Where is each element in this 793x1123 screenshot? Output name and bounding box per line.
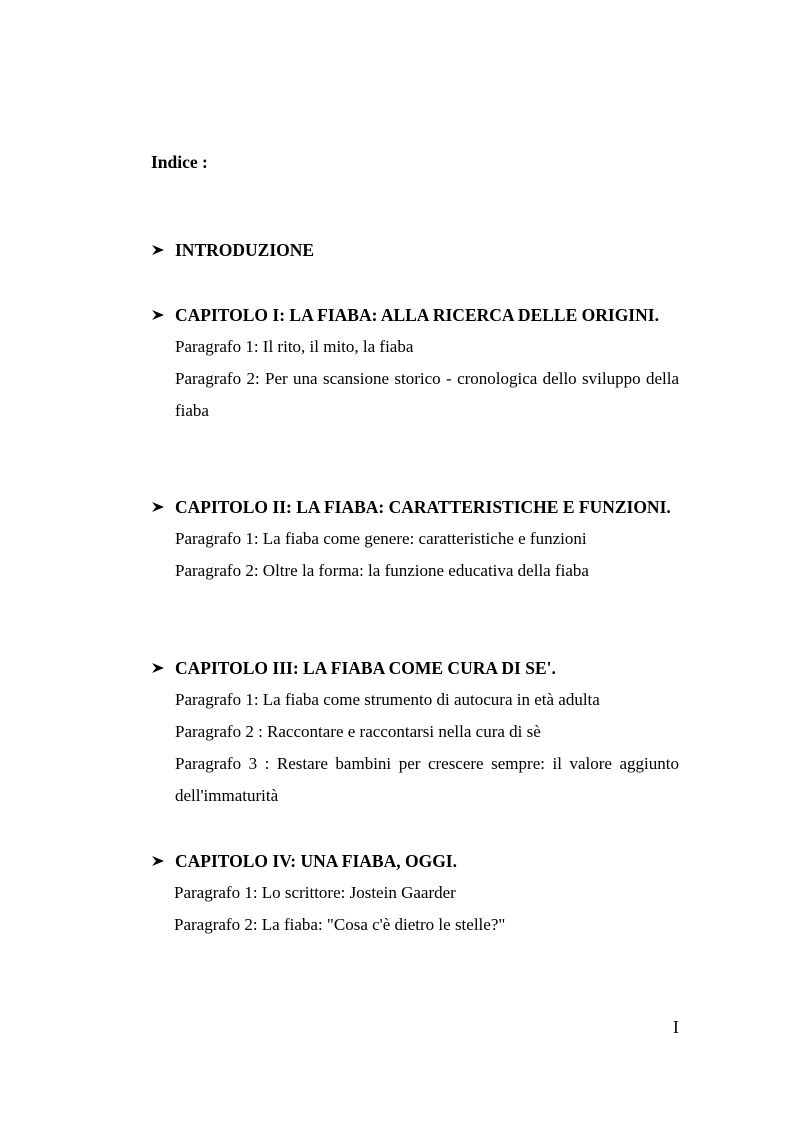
toc-entry-introduzione — [151, 234, 679, 266]
page-number: I — [673, 1017, 679, 1037]
chapter-heading — [151, 845, 679, 877]
chapter-heading — [151, 299, 679, 331]
section-item: Paragrafo 2: Oltre la forma: la funzione educativa della fiaba — [175, 561, 589, 580]
page-title: Indice : — [151, 152, 208, 172]
chapter-heading — [151, 652, 679, 684]
section-item: Paragrafo 1: La fiaba come strumento di autocura in età adulta — [175, 690, 600, 709]
section-list — [151, 331, 679, 427]
section-list — [151, 523, 679, 587]
chapter-heading — [151, 491, 679, 523]
toc-entry-capitolo-1 — [151, 299, 679, 427]
section-item: Paragrafo 2 : Raccontare e raccontarsi nella cura di sè — [175, 722, 541, 741]
section-item: Paragrafo 3 : Restare bambini per crescere sempre: il valore aggiunto dell'immaturità — [175, 754, 679, 805]
section-item: Paragrafo 1: La fiaba come genere: caratteristiche e funzioni — [175, 529, 587, 548]
chapter-title: CAPITOLO II: LA FIABA: CARATTERISTICHE E FUNZIONI. — [175, 497, 671, 517]
arrow-bullet-icon — [151, 855, 165, 867]
chapter-title: CAPITOLO IV: UNA FIABA, OGGI. — [175, 851, 457, 871]
table-of-contents — [151, 0, 679, 1123]
section-item: Paragrafo 2: Per una scansione storico - cronologica dello sviluppo della fiaba — [175, 369, 679, 420]
section-item: Paragrafo 1: Lo scrittore: Jostein Gaarder — [174, 883, 456, 902]
toc-entry-capitolo-2 — [151, 491, 679, 587]
toc-entry-capitolo-3 — [151, 652, 679, 812]
arrow-bullet-icon — [151, 501, 165, 513]
chapter-title: CAPITOLO III: LA FIABA COME CURA DI SE'. — [175, 658, 556, 678]
section-item: Paragrafo 1: Il rito, il mito, la fiaba — [175, 337, 414, 356]
toc-entry-capitolo-4 — [151, 845, 679, 941]
arrow-bullet-icon — [151, 309, 165, 321]
chapter-title: CAPITOLO I: LA FIABA: ALLA RICERCA DELLE ORIGINI. — [175, 305, 659, 325]
chapter-title: INTRODUZIONE — [175, 240, 315, 260]
section-list — [151, 877, 679, 941]
chapter-heading — [151, 234, 679, 266]
arrow-bullet-icon — [151, 244, 165, 256]
section-list — [151, 684, 679, 812]
section-item: Paragrafo 2: La fiaba: "Cosa c'è dietro le stelle?" — [174, 915, 506, 934]
arrow-bullet-icon — [151, 662, 165, 674]
